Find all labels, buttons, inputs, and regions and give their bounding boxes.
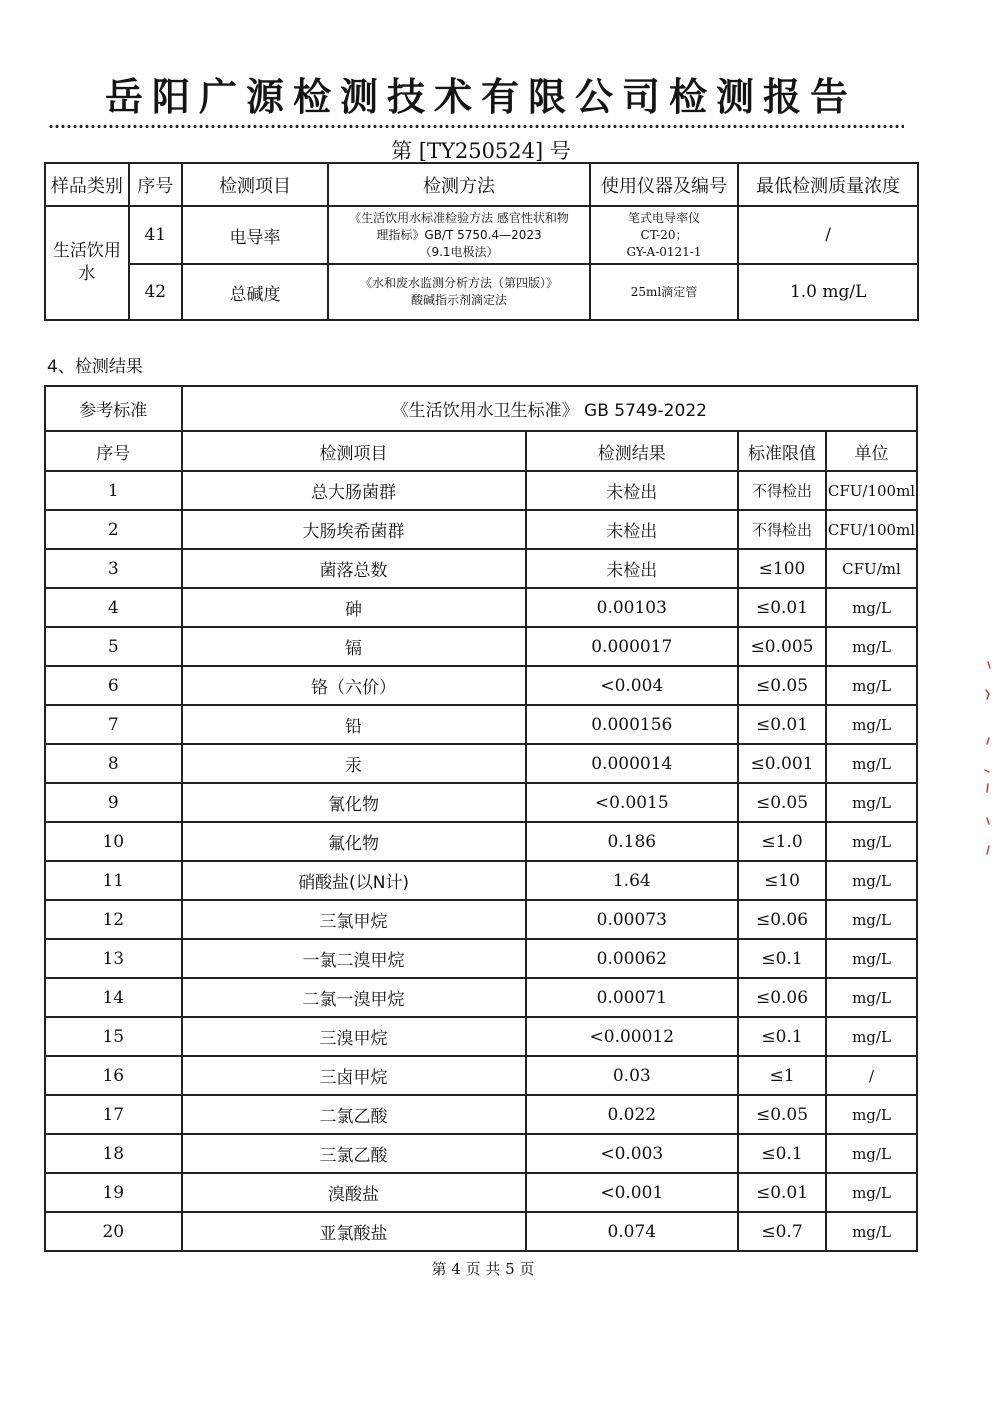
row-min-conc: / <box>738 206 918 264</box>
method-line: 《水和废水监测分析方法（第四版）》 <box>360 276 559 290</box>
row-limit: ≤0.1 <box>738 1017 826 1056</box>
row-no: 18 <box>45 1134 182 1173</box>
method-line: 《生活饮用水标准检验方法 感官性状和物 <box>349 210 569 225</box>
row-no: 6 <box>45 666 182 705</box>
row-unit: mg/L <box>826 822 917 861</box>
table-row <box>45 549 917 588</box>
row-unit: mg/L <box>826 666 917 705</box>
table-row <box>45 1173 917 1212</box>
method-line: 酸碱指示剂滴定法 <box>411 293 508 307</box>
row-result: <0.003 <box>526 1134 739 1173</box>
table-row <box>45 264 918 320</box>
row-unit: CFU/100ml <box>826 510 917 549</box>
row-unit: mg/L <box>826 1017 917 1056</box>
table-row <box>45 627 917 666</box>
row-item: 汞 <box>182 744 526 783</box>
row-limit: ≤0.05 <box>738 1095 826 1134</box>
row-unit: mg/L <box>826 978 917 1017</box>
row-item: 氰化物 <box>182 783 526 822</box>
row-method <box>328 206 589 264</box>
report-number: 第 [TY250524] 号 <box>391 139 571 163</box>
results-table <box>44 385 918 1252</box>
row-instrument <box>590 206 739 264</box>
row-unit: mg/L <box>826 1095 917 1134</box>
row-unit: mg/L <box>826 900 917 939</box>
row-item: 三氯甲烷 <box>182 900 526 939</box>
row-unit: mg/L <box>826 744 917 783</box>
table-row <box>45 588 917 627</box>
row-limit: 不得检出 <box>738 510 826 549</box>
table-row <box>45 900 917 939</box>
row-limit: ≤0.005 <box>738 627 826 666</box>
row-limit: ≤1 <box>738 1056 826 1095</box>
row-no: 11 <box>45 861 182 900</box>
row-no: 2 <box>45 510 182 549</box>
row-item: 亚氯酸盐 <box>182 1212 526 1251</box>
row-unit: mg/L <box>826 588 917 627</box>
header-instrument: 使用仪器及编号 <box>590 163 739 206</box>
row-no: 41 <box>129 206 182 264</box>
table-row <box>45 783 917 822</box>
row-no: 42 <box>129 264 182 320</box>
row-result: <0.001 <box>526 1173 739 1212</box>
row-no: 10 <box>45 822 182 861</box>
row-result: 0.03 <box>526 1056 739 1095</box>
row-result: <0.004 <box>526 666 739 705</box>
method-line: （9.1电极法） <box>419 244 499 259</box>
row-limit: ≤0.06 <box>738 900 826 939</box>
row-result: 0.00062 <box>526 939 739 978</box>
row-item: 砷 <box>182 588 526 627</box>
row-item: 二氯一溴甲烷 <box>182 978 526 1017</box>
section-title: 4、检测结果 <box>47 357 143 377</box>
row-no: 7 <box>45 705 182 744</box>
row-item: 铅 <box>182 705 526 744</box>
row-limit: ≤0.1 <box>738 939 826 978</box>
method-line: 理指标》GB/T 5750.4—2023 <box>376 227 542 242</box>
row-item: 总大肠菌群 <box>182 471 526 510</box>
row-limit: ≤10 <box>738 861 826 900</box>
row-no: 20 <box>45 1212 182 1251</box>
row-result: 0.000156 <box>526 705 739 744</box>
row-result: 0.022 <box>526 1095 739 1134</box>
table-row <box>45 1095 917 1134</box>
row-limit: ≤0.05 <box>738 666 826 705</box>
row-result: 0.00073 <box>526 900 739 939</box>
row-unit: mg/L <box>826 783 917 822</box>
row-item: 氟化物 <box>182 822 526 861</box>
row-item: 菌落总数 <box>182 549 526 588</box>
row-unit: / <box>826 1056 917 1095</box>
table-row <box>45 705 917 744</box>
table-row <box>45 471 917 510</box>
row-instrument <box>590 264 739 320</box>
row-limit: ≤0.01 <box>738 705 826 744</box>
row-limit: ≤0.05 <box>738 783 826 822</box>
row-limit: ≤0.01 <box>738 588 826 627</box>
header-no: 序号 <box>129 163 182 206</box>
stamp-mark <box>976 660 996 860</box>
row-item: 铬（六价） <box>182 666 526 705</box>
header-method: 检测方法 <box>328 163 589 206</box>
row-item: 三卤甲烷 <box>182 1056 526 1095</box>
row-unit: mg/L <box>826 705 917 744</box>
instrument-line: GY-A-0121-1 <box>626 244 702 259</box>
header-result: 检测结果 <box>526 431 739 471</box>
instrument-line: CT-20； <box>640 227 688 242</box>
row-no: 9 <box>45 783 182 822</box>
header-item: 检测项目 <box>182 163 329 206</box>
table-row <box>45 822 917 861</box>
table-row <box>45 861 917 900</box>
row-no: 3 <box>45 549 182 588</box>
table-row <box>45 1056 917 1095</box>
row-item: 二氯乙酸 <box>182 1095 526 1134</box>
table-row <box>45 510 917 549</box>
table-row <box>45 206 918 264</box>
row-limit: ≤0.7 <box>738 1212 826 1251</box>
row-no: 17 <box>45 1095 182 1134</box>
row-unit: mg/L <box>826 1212 917 1251</box>
header-no: 序号 <box>45 431 182 471</box>
row-result: 0.00071 <box>526 978 739 1017</box>
results-table-header <box>45 431 917 471</box>
row-result: 未检出 <box>526 471 739 510</box>
row-result: 0.074 <box>526 1212 739 1251</box>
header-item: 检测项目 <box>182 431 526 471</box>
row-no: 5 <box>45 627 182 666</box>
row-item: 总碱度 <box>182 264 329 320</box>
row-no: 4 <box>45 588 182 627</box>
row-unit: CFU/100ml <box>826 471 917 510</box>
header-limit: 标准限值 <box>738 431 826 471</box>
row-item: 溴酸盐 <box>182 1173 526 1212</box>
table-row <box>45 939 917 978</box>
page-footer: 第 4 页 共 5 页 <box>431 1260 535 1278</box>
row-method <box>328 264 589 320</box>
row-result: 未检出 <box>526 549 739 588</box>
instrument-line: 笔式电导率仪 <box>628 210 701 225</box>
row-no: 1 <box>45 471 182 510</box>
table-row <box>45 1212 917 1251</box>
row-unit: mg/L <box>826 1173 917 1212</box>
sample-category: 生活饮用水 <box>45 206 129 320</box>
row-item: 三溴甲烷 <box>182 1017 526 1056</box>
table-row <box>45 666 917 705</box>
method-table <box>44 162 919 321</box>
row-item: 电导率 <box>182 206 329 264</box>
row-result: 0.000014 <box>526 744 739 783</box>
row-no: 13 <box>45 939 182 978</box>
row-result: 未检出 <box>526 510 739 549</box>
row-result: 0.00103 <box>526 588 739 627</box>
row-result: 0.000017 <box>526 627 739 666</box>
row-item: 三氯乙酸 <box>182 1134 526 1173</box>
row-result: <0.0015 <box>526 783 739 822</box>
header-sample-category: 样品类别 <box>45 163 129 206</box>
reference-standard-row <box>45 386 917 431</box>
row-unit: mg/L <box>826 939 917 978</box>
row-item: 大肠埃希菌群 <box>182 510 526 549</box>
row-unit: CFU/ml <box>826 549 917 588</box>
reference-value: 《生活饮用水卫生标准》 GB 5749-2022 <box>182 386 917 431</box>
row-min-conc: 1.0 mg/L <box>738 264 918 320</box>
method-table-header <box>45 163 918 206</box>
dotted-divider <box>48 124 904 129</box>
table-row <box>45 1134 917 1173</box>
row-item: 硝酸盐(以N计) <box>182 861 526 900</box>
row-limit: ≤0.1 <box>738 1134 826 1173</box>
row-limit: ≤0.01 <box>738 1173 826 1212</box>
row-no: 16 <box>45 1056 182 1095</box>
row-no: 19 <box>45 1173 182 1212</box>
table-row <box>45 978 917 1017</box>
row-limit: ≤100 <box>738 549 826 588</box>
row-unit: mg/L <box>826 861 917 900</box>
row-result: <0.00012 <box>526 1017 739 1056</box>
reference-label: 参考标准 <box>45 386 182 431</box>
row-item: 一氯二溴甲烷 <box>182 939 526 978</box>
row-no: 8 <box>45 744 182 783</box>
row-no: 14 <box>45 978 182 1017</box>
row-limit: ≤0.001 <box>738 744 826 783</box>
instrument-line: 25ml滴定管 <box>630 284 698 299</box>
row-limit: ≤0.06 <box>738 978 826 1017</box>
row-result: 0.186 <box>526 822 739 861</box>
row-limit: 不得检出 <box>738 471 826 510</box>
table-row <box>45 744 917 783</box>
row-no: 15 <box>45 1017 182 1056</box>
header-unit: 单位 <box>826 431 917 471</box>
report-title: 岳阳广源检测技术有限公司检测报告 <box>104 75 857 119</box>
row-item: 镉 <box>182 627 526 666</box>
row-unit: mg/L <box>826 1134 917 1173</box>
table-row <box>45 1017 917 1056</box>
row-no: 12 <box>45 900 182 939</box>
row-result: 1.64 <box>526 861 739 900</box>
header-min-conc: 最低检测质量浓度 <box>738 163 918 206</box>
row-limit: ≤1.0 <box>738 822 826 861</box>
row-unit: mg/L <box>826 627 917 666</box>
